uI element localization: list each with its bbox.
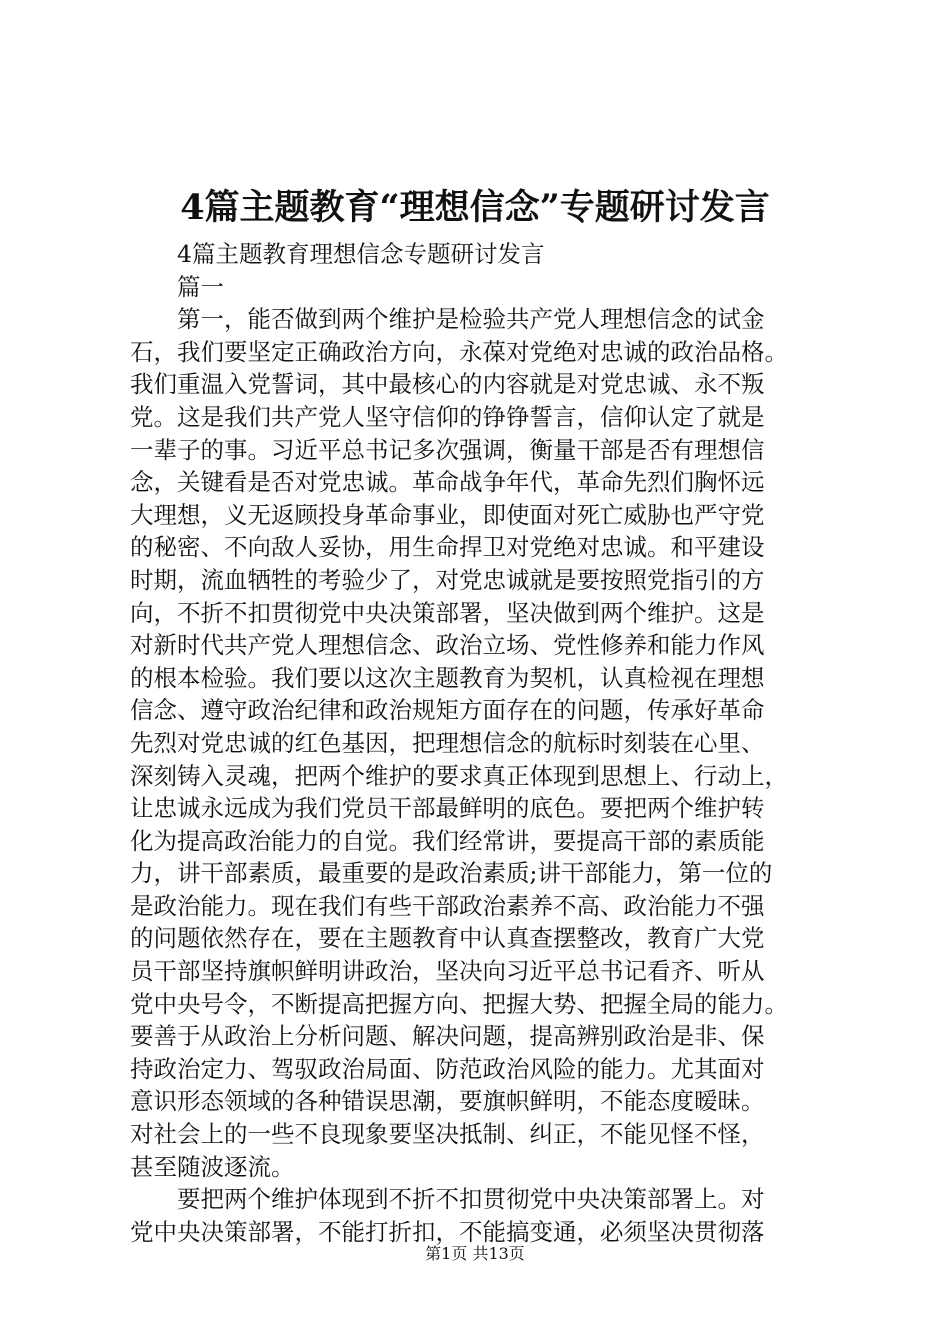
body-line: 员干部坚持旗帜鲜明讲政治，坚决向习近平总书记看齐、听从: [130, 957, 765, 986]
body-line: 的问题依然存在，要在主题教育中认真查摆整改，教育广大党: [130, 924, 765, 953]
body-line: 党。这是我们共产党人坚守信仰的铮铮誓言，信仰认定了就是: [130, 402, 765, 431]
document-title: 4篇主题教育“理想信念”专题研讨发言: [180, 187, 770, 228]
body-line: 要善于从政治上分析问题、解决问题，提高辨别政治是非、保: [130, 1022, 765, 1051]
body-line: 4篇主题教育理想信念专题研讨发言: [177, 240, 545, 268]
body-line: 对社会上的一些不良现象要坚决抵制、纠正，不能见怪不怪，: [130, 1120, 765, 1149]
body-line: 时期，流血牺牲的考验少了，对党忠诚就是要按照党指引的方: [130, 565, 765, 594]
body-line: 深刻铸入灵魂，把两个维护的要求真正体现到思想上、行动上，: [130, 761, 788, 790]
body-line: 先烈对党忠诚的红色基因，把理想信念的航标时刻装在心里、: [130, 728, 765, 757]
body-line: 向，不折不扣贯彻党中央决策部署，坚决做到两个维护。这是: [130, 598, 765, 627]
body-line: 第一，能否做到两个维护是检验共产党人理想信念的试金: [177, 305, 765, 334]
page-footer: 第1页 共13页: [425, 1244, 525, 1263]
body-line: 党中央决策部署，不能打折扣，不能搞变通，必须坚决贯彻落: [130, 1217, 765, 1246]
body-line: 念，关键看是否对党忠诚。革命战争年代，革命先烈们胸怀远: [130, 468, 765, 497]
body-line: 篇一: [177, 272, 224, 301]
body-line: 一辈子的事。习近平总书记多次强调，衡量干部是否有理想信: [130, 435, 765, 464]
body-line: 甚至随波逐流。: [130, 1152, 295, 1181]
body-line: 石，我们要坚定正确政治方向，永葆对党绝对忠诚的政治品格。: [130, 337, 788, 366]
body-line: 我们重温入党誓词，其中最核心的内容就是对党忠诚、永不叛: [130, 370, 765, 399]
body-line: 意识形态领域的各种错误思潮，要旗帜鲜明，不能态度暧昧。: [130, 1087, 765, 1116]
body-line: 持政治定力、驾驭政治局面、防范政治风险的能力。尤其面对: [130, 1054, 765, 1083]
body-line: 是政治能力。现在我们有些干部政治素养不高、政治能力不强: [130, 891, 765, 920]
body-line: 让忠诚永远成为我们党员干部最鲜明的底色。要把两个维护转: [130, 794, 765, 823]
body-line: 的根本检验。我们要以这次主题教育为契机，认真检视在理想: [130, 663, 765, 692]
body-line: 的秘密、不向敌人妥协，用生命捍卫对党绝对忠诚。和平建设: [130, 533, 765, 562]
body-line: 化为提高政治能力的自觉。我们经常讲，要提高干部的素质能: [130, 826, 765, 855]
body-line: 力，讲干部素质，最重要的是政治素质;讲干部能力，第一位的: [130, 859, 773, 888]
body-line: 要把两个维护体现到不折不扣贯彻党中央决策部署上。对: [177, 1185, 765, 1214]
body-line: 党中央号令，不断提高把握方向、把握大势、把握全局的能力。: [130, 989, 788, 1018]
body-line: 大理想，义无返顾投身革命事业，即使面对死亡威胁也严守党: [130, 500, 765, 529]
body-line: 信念、遵守政治纪律和政治规矩方面存在的问题，传承好革命: [130, 696, 765, 725]
body-line: 对新时代共产党人理想信念、政治立场、党性修养和能力作风: [130, 631, 765, 660]
document-body: [130, 238, 830, 1248]
